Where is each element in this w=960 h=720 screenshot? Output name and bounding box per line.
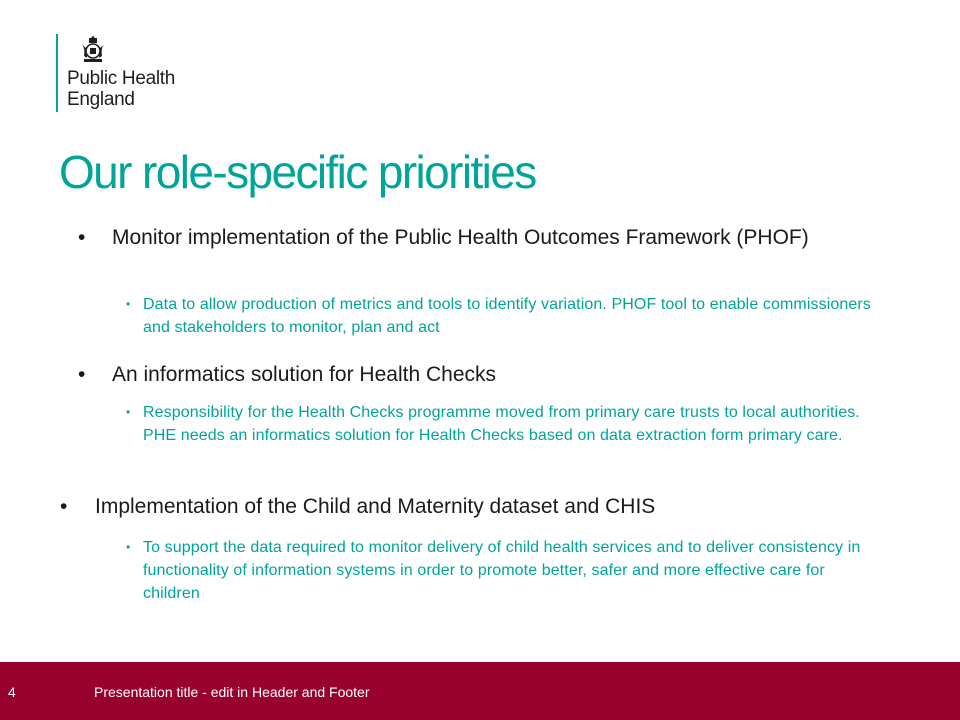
bullet-text: Implementation of the Child and Maternity dataset and CHIS <box>95 495 656 518</box>
sub-bullet-text: Responsibility for the Health Checks programme moved from primary care trusts to local authorities. PHE needs an informatics solution for Health Checks based on data extraction form primary care. <box>143 404 874 444</box>
bullet-dot: • <box>60 495 68 518</box>
bullet-text: Monitor implementation of the Public Health Outcomes Framework (PHOF) <box>112 226 809 249</box>
footer-bar <box>0 662 960 720</box>
sub-bullet-dot: • <box>126 540 131 554</box>
footer-text: Presentation title - edit in Header and Footer <box>94 684 370 700</box>
bullet-dot: • <box>78 363 86 386</box>
bullet-dot: • <box>78 226 86 249</box>
sub-bullet-dot: • <box>126 405 131 419</box>
royal-crest-icon <box>78 36 108 64</box>
bullet-text: An informatics solution for Health Checks <box>112 363 496 386</box>
bullet-item <box>78 361 918 389</box>
org-name <box>67 68 237 110</box>
slide-number: 4 <box>8 684 16 700</box>
bullet-item <box>78 224 918 252</box>
sub-bullet-item <box>126 536 886 605</box>
slide-title: Our role-specific priorities <box>59 146 536 198</box>
org-name-line1: Public Health <box>67 68 176 89</box>
sub-bullet-text: Data to allow production of metrics and tools to identify variation. PHOF tool to enable commissioners and stakeholders to monitor, plan and act <box>143 296 871 336</box>
org-name-line2: England <box>67 89 135 110</box>
bullet-item <box>60 493 920 521</box>
logo-divider-line <box>56 34 58 112</box>
sub-bullet-text: To support the data required to monitor delivery of child health services and to deliver consistency in functionality of information systems in order to promote better, safer and more effective care for children <box>143 539 861 602</box>
sub-bullet-dot: • <box>126 297 131 311</box>
sub-bullet-item <box>126 293 886 339</box>
sub-bullet-item <box>126 401 906 447</box>
